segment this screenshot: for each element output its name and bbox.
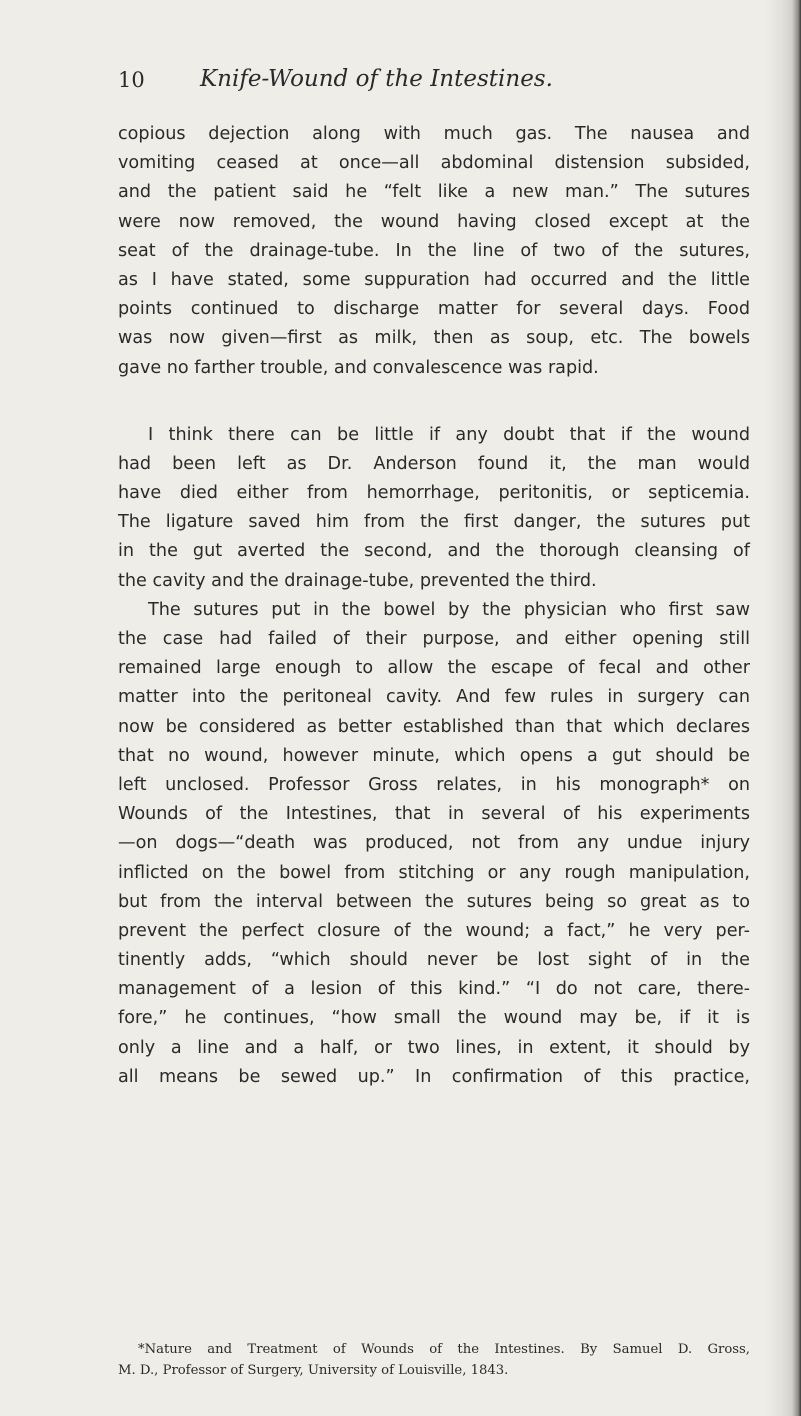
text-line: points continued to discharge matter for several days. Food: [118, 299, 750, 320]
paragraph-3: [118, 596, 750, 1092]
text-line: was now given—first as milk, then as soup, etc. The bowels: [118, 328, 750, 349]
page-edge-shadow: [765, 0, 801, 1416]
text-line: all means be sewed up.” In confirmation of this practice,: [118, 1066, 750, 1087]
text-line: vomiting ceased at once—all abdominal distension subsided,: [118, 153, 750, 174]
text-line: seat of the drainage-tube. In the line of two of the sutures,: [118, 240, 750, 261]
text-line: management of a lesion of this kind.” “I do not care, there-: [118, 979, 750, 1000]
text-line: the cavity and the drainage-tube, prevented the third.: [118, 570, 597, 591]
text-line: Wounds of the Intestines, that in several of his experiments: [118, 804, 750, 825]
text-line: as I have stated, some suppuration had occurred and the little: [118, 269, 750, 290]
text-line: and the patient said he “felt like a new man.” The sutures: [118, 182, 750, 203]
text-line: prevent the perfect closure of the wound; a fact,” he very per-: [118, 920, 750, 941]
text-line: inflicted on the bowel from stitching or any rough manipulation,: [118, 862, 750, 883]
text-line: were now removed, the wound having closed except at the: [118, 211, 750, 232]
text-line: The sutures put in the bowel by the physician who first saw: [148, 599, 750, 620]
text-line: only a line and a half, or two lines, in extent, it should by: [118, 1037, 750, 1058]
text-line: I think there can be little if any doubt that if the wound: [148, 424, 750, 445]
text-line: left unclosed. Professor Gross relates, in his monograph* on: [118, 774, 750, 795]
page-header: [118, 68, 758, 108]
running-title: Knife-Wound of the Intestines.: [200, 66, 553, 92]
text-line: in the gut averted the second, and the thorough cleansing of: [118, 541, 750, 562]
text-line: The ligature saved him from the first danger, the sutures put: [118, 512, 750, 533]
footnote-line: M. D., Professor of Surgery, University of Louisville, 1843.: [118, 1363, 509, 1378]
text-line: had been left as Dr. Anderson found it, the man would: [118, 453, 750, 474]
body-text: [118, 120, 750, 1092]
page-number: 10: [118, 68, 145, 92]
text-line: —on dogs—“death was produced, not from any undue injury: [118, 833, 750, 854]
text-line: now be considered as better established than that which declares: [118, 716, 750, 737]
text-line: tinently adds, “which should never be lost sight of in the: [118, 950, 750, 971]
text-line: that no wound, however minute, which opens a gut should be: [118, 745, 750, 766]
paragraph-gap: [118, 383, 750, 421]
footnote: [118, 1339, 750, 1381]
paragraph-2: [118, 421, 750, 596]
paragraph-1: [118, 120, 750, 383]
text-line: the case had failed of their purpose, and either opening still: [118, 629, 750, 649]
footnote-line: *Nature and Treatment of Wounds of the Intestines. By Samuel D. Gross,: [138, 1342, 750, 1357]
text-line: copious dejection along with much gas. The nausea and: [118, 124, 750, 144]
text-line: gave no farther trouble, and convalescence was rapid.: [118, 357, 599, 378]
text-line: fore,” he continues, “how small the wound may be, if it is: [118, 1008, 750, 1029]
text-line: matter into the peritoneal cavity. And few rules in surgery can: [118, 687, 750, 708]
text-line: have died either from hemorrhage, peritonitis, or septicemia.: [118, 483, 750, 504]
text-line: but from the interval between the sutures being so great as to: [118, 891, 750, 912]
text-line: remained large enough to allow the escape of fecal and other: [118, 658, 750, 679]
